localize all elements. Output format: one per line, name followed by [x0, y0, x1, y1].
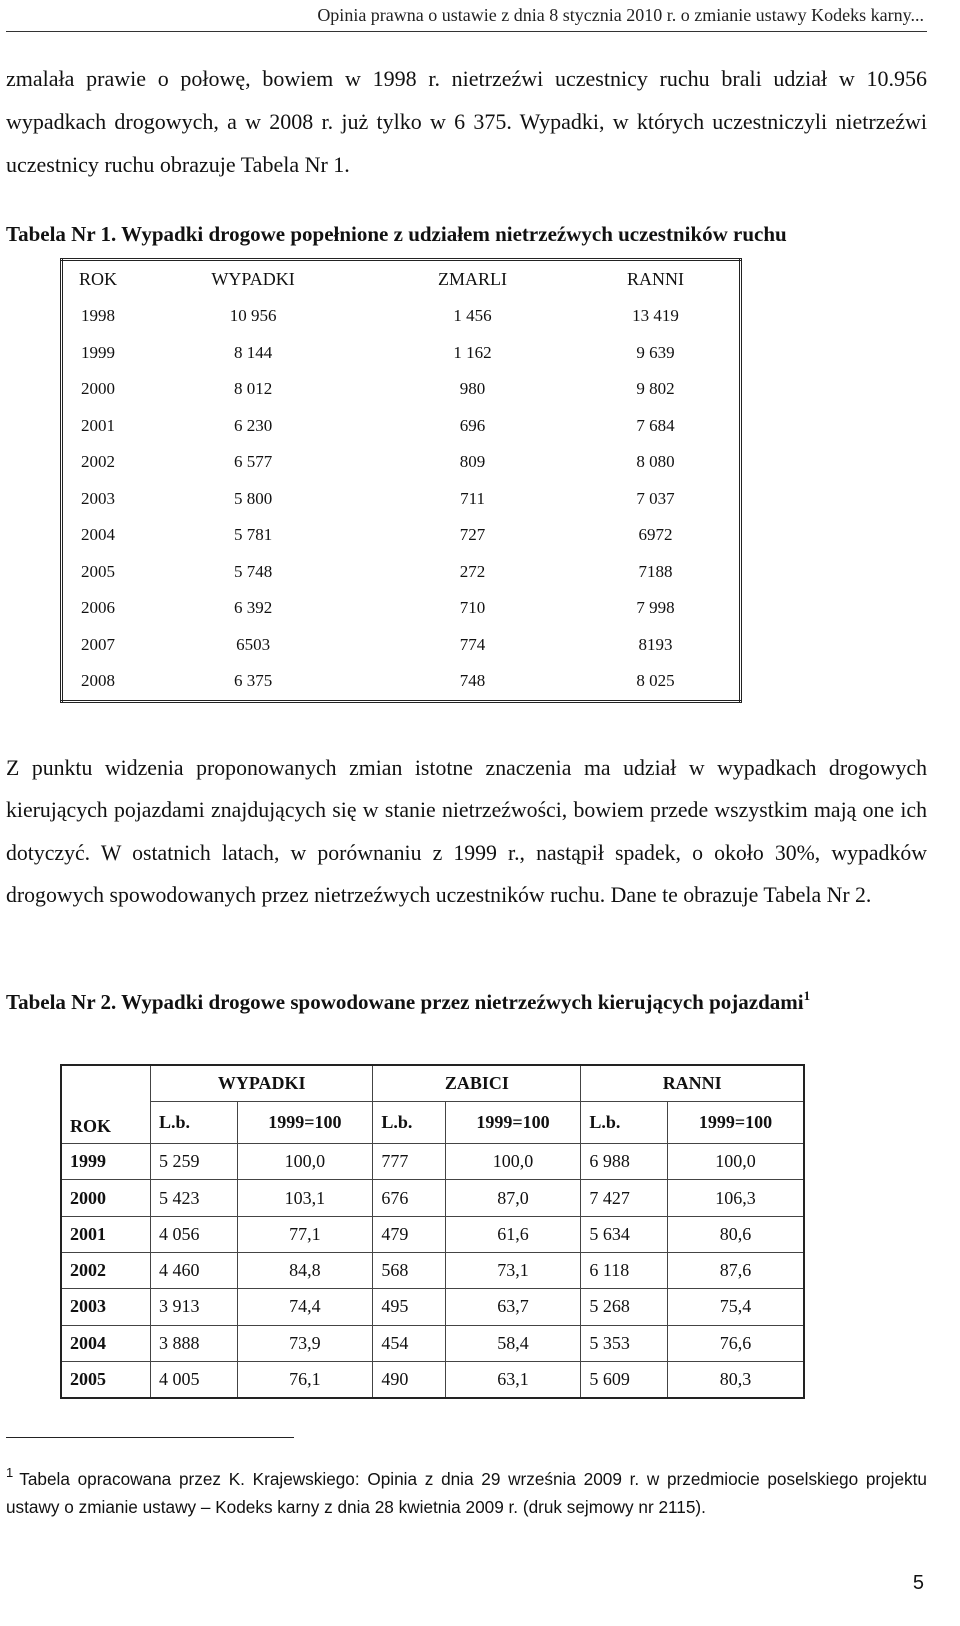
analysis-paragraph: Z punktu widzenia proponowanych zmian istotne znaczenia ma udział w wypadkach drogowych kierujących pojazdami znajdujących się w stanie nietrzeźwości, bowiem przede wszystkim mają one ich dotyczyć. W ostatnich latach, w porównaniu z 1999 r., nastąpił spadek, o około 30%, wypadków drogowych spowodowanych przez nietrzeźwych uczestników ruchu. Dane te obrazuje Tabela Nr 2. — [6, 756, 927, 907]
table2-cell-ranni-lb: 7 427 — [581, 1180, 668, 1216]
table2-cell-rok: 2001 — [61, 1216, 151, 1252]
table2-sub-lb-wypadki: L.b. — [151, 1102, 238, 1144]
table2-cell-zabici-lb: 676 — [373, 1180, 445, 1216]
table1-cell-rok: 2006 — [81, 598, 115, 618]
table1-row — [62, 408, 741, 445]
table2-cell-wypadki-index: 73,9 — [237, 1325, 373, 1361]
table1-cell-rok: 2007 — [81, 634, 115, 654]
table1-caption: Tabela Nr 1. Wypadki drogowe popełnione z udziałem nietrzeźwych uczestników ruchu — [6, 222, 787, 246]
table2-sub-index-ranni: 1999=100 — [667, 1102, 804, 1144]
table1-cell-wypadki: 5 748 — [233, 561, 273, 581]
table1-cell-rok: 2001 — [81, 415, 115, 435]
table1-row — [62, 663, 741, 701]
table1-cell-wypadki: 10 956 — [229, 306, 277, 326]
table2-row — [61, 1180, 804, 1216]
table2-cell-zabici-lb: 777 — [373, 1144, 445, 1180]
table1-cell-rok: 2008 — [81, 671, 115, 691]
table1-cell-wypadki: 5 800 — [233, 488, 273, 508]
table1-cell-rok: 2002 — [81, 452, 115, 472]
footnote-text: Tabela opracowana przez K. Krajewskiego: Opinia z dnia 29 września 2009 r. w przedmiocie poselskiego projektu ustawy o zmianie ustawy – Kodeks karny z dnia 28 kwietnia 2009 r. (druk sejmowy nr 2115). — [6, 1469, 927, 1517]
table1-cell-zmarli: 748 — [459, 671, 486, 691]
table2-cell-zabici-index: 87,0 — [445, 1180, 581, 1216]
table2-cell-ranni-lb: 5 353 — [581, 1325, 668, 1361]
table2-row — [61, 1325, 804, 1361]
table1-cell-ranni: 6972 — [638, 525, 673, 545]
table2-group-header-row — [61, 1065, 804, 1102]
table2-cell-zabici-lb: 495 — [373, 1289, 445, 1325]
table2-cell-ranni-index: 100,0 — [667, 1144, 804, 1180]
table1-cell-wypadki: 6 392 — [233, 598, 273, 618]
table2-sub-index-zabici: 1999=100 — [445, 1102, 581, 1144]
table2-cell-wypadki-lb: 5 259 — [151, 1144, 238, 1180]
table2-cell-zabici-index: 61,6 — [445, 1216, 581, 1252]
table2-row — [61, 1216, 804, 1252]
table1-row — [62, 298, 741, 335]
table2-caption-text: Tabela Nr 2. Wypadki drogowe spowodowane przez nietrzeźwych kierujących pojazdami — [6, 990, 804, 1014]
table1-cell-zmarli: 710 — [459, 598, 486, 618]
table2-caption — [6, 988, 936, 1016]
table2-cell-wypadki-lb: 4 056 — [151, 1216, 238, 1252]
table2-group-ranni: RANNI — [581, 1065, 804, 1102]
table2-cell-zabici-lb: 454 — [373, 1325, 445, 1361]
table2-cell-zabici-lb: 568 — [373, 1252, 445, 1288]
table2-footnote-ref: 1 — [803, 988, 811, 1003]
table1-cell-zmarli: 272 — [459, 561, 486, 581]
table2-subheader-row — [61, 1102, 804, 1144]
table1-cell-ranni: 7 998 — [636, 598, 675, 618]
page-number: 5 — [912, 1572, 924, 1594]
table1-row — [62, 444, 741, 481]
table1-cell-zmarli: 1 162 — [453, 342, 492, 362]
table1-cell-ranni: 9 639 — [636, 342, 675, 362]
table2-cell-wypadki-index: 76,1 — [237, 1361, 373, 1398]
intro-paragraph: zmalała prawie o połowę, bowiem w 1998 r. nietrzeźwi uczestnicy ruchu brali udział w 10.956 wypadkach drogowych, a w 2008 r. już tylko w 6 375. Wypadki, w których uczestniczyli nietrzeźwi uczestnicy ruchu obrazuje Tabela Nr 1. — [6, 66, 927, 177]
table2-cell-wypadki-lb: 4 460 — [151, 1252, 238, 1288]
header-divider — [6, 31, 927, 32]
table1-cell-ranni: 8193 — [638, 634, 673, 654]
table2-cell-wypadki-lb: 5 423 — [151, 1180, 238, 1216]
table1-cell-wypadki: 6 375 — [233, 671, 273, 691]
table1-header-wypadki: WYPADKI — [211, 269, 295, 289]
table1 — [60, 258, 742, 703]
table2-cell-rok: 2005 — [61, 1361, 151, 1398]
table1-cell-rok: 2000 — [81, 379, 115, 399]
table2-cell-zabici-index: 63,7 — [445, 1289, 581, 1325]
table2-cell-rok: 2004 — [61, 1325, 151, 1361]
table2-cell-zabici-index: 63,1 — [445, 1361, 581, 1398]
table2-sub-lb-ranni: L.b. — [581, 1102, 668, 1144]
table1-cell-wypadki: 5 781 — [233, 525, 273, 545]
table2-row — [61, 1289, 804, 1325]
table1-header-rok: ROK — [78, 269, 117, 289]
table2-row — [61, 1361, 804, 1398]
table1-header-ranni: RANNI — [626, 269, 684, 289]
table1-cell-wypadki: 8 012 — [233, 379, 273, 399]
table2-cell-rok: 2002 — [61, 1252, 151, 1288]
table1-cell-rok: 1998 — [81, 306, 115, 326]
table1-cell-ranni: 7 684 — [636, 415, 675, 435]
table2-cell-ranni-lb: 5 268 — [581, 1289, 668, 1325]
table2-cell-ranni-index: 80,6 — [667, 1216, 804, 1252]
table2-cell-ranni-lb: 6 118 — [581, 1252, 668, 1288]
table1-cell-wypadki: 6503 — [236, 634, 271, 654]
table2-cell-ranni-lb: 6 988 — [581, 1144, 668, 1180]
table1-row — [62, 481, 741, 518]
table2-cell-zabici-index: 100,0 — [445, 1144, 581, 1180]
table2 — [60, 1064, 805, 1399]
table1-cell-ranni: 9 802 — [636, 379, 675, 399]
table2-cell-rok: 1999 — [61, 1144, 151, 1180]
running-header: Opinia prawna o ustawie z dnia 8 stycznia 2010 r. o zmianie ustawy Kodeks karny... — [317, 5, 924, 25]
table2-cell-ranni-index: 106,3 — [667, 1180, 804, 1216]
table1-cell-wypadki: 6 230 — [233, 415, 273, 435]
table1-cell-ranni: 7 037 — [636, 488, 675, 508]
table1-cell-ranni: 7188 — [638, 561, 673, 581]
table1-cell-ranni: 8 025 — [636, 671, 675, 691]
table2-cell-wypadki-index: 100,0 — [237, 1144, 373, 1180]
table1-row — [62, 371, 741, 408]
table2-cell-rok: 2000 — [61, 1180, 151, 1216]
table2-group-wypadki: WYPADKI — [151, 1065, 373, 1102]
table2-cell-ranni-index: 76,6 — [667, 1325, 804, 1361]
table2-row — [61, 1144, 804, 1180]
table1-cell-zmarli: 696 — [459, 415, 486, 435]
table1-cell-rok: 2005 — [81, 561, 115, 581]
table1-cell-ranni: 13 419 — [632, 306, 679, 326]
table2-cell-wypadki-index: 84,8 — [237, 1252, 373, 1288]
table2-row — [61, 1252, 804, 1288]
table2-header-rok: ROK — [61, 1102, 151, 1144]
table1-row — [62, 627, 741, 664]
table2-corner-cell — [61, 1065, 151, 1102]
table2-sub-lb-zabici: L.b. — [373, 1102, 445, 1144]
table1-cell-zmarli: 774 — [459, 634, 486, 654]
footnote-marker: 1 — [6, 1465, 14, 1480]
table1-row — [62, 335, 741, 372]
table1-row — [62, 590, 741, 627]
table1-header-row — [62, 260, 741, 299]
table2-cell-wypadki-index: 74,4 — [237, 1289, 373, 1325]
table1-cell-zmarli: 727 — [459, 525, 486, 545]
table1-cell-rok: 2003 — [81, 488, 115, 508]
table1-header-zmarli: ZMARLI — [438, 269, 508, 289]
table2-cell-zabici-lb: 479 — [373, 1216, 445, 1252]
table2-cell-ranni-lb: 5 634 — [581, 1216, 668, 1252]
table1-cell-rok: 2004 — [81, 525, 115, 545]
table2-cell-rok: 2003 — [61, 1289, 151, 1325]
table2-cell-ranni-index: 80,3 — [667, 1361, 804, 1398]
table2-cell-ranni-index: 75,4 — [667, 1289, 804, 1325]
table2-cell-zabici-lb: 490 — [373, 1361, 445, 1398]
table2-cell-wypadki-lb: 3 888 — [151, 1325, 238, 1361]
table2-cell-wypadki-index: 103,1 — [237, 1180, 373, 1216]
table2-cell-wypadki-lb: 3 913 — [151, 1289, 238, 1325]
footnote-divider — [6, 1437, 294, 1438]
table2-cell-ranni-lb: 5 609 — [581, 1361, 668, 1398]
table2-cell-ranni-index: 87,6 — [667, 1252, 804, 1288]
table1-cell-zmarli: 809 — [459, 452, 486, 472]
table1-cell-zmarli: 711 — [460, 488, 485, 508]
table1-cell-wypadki: 6 577 — [233, 452, 273, 472]
table1-cell-ranni: 8 080 — [636, 452, 675, 472]
table2-cell-wypadki-lb: 4 005 — [151, 1361, 238, 1398]
table2-cell-wypadki-index: 77,1 — [237, 1216, 373, 1252]
footnote — [6, 1466, 927, 1521]
table1-cell-zmarli: 980 — [459, 379, 486, 399]
table2-group-zabici: ZABICI — [373, 1065, 581, 1102]
table1-row — [62, 554, 741, 591]
table2-cell-zabici-index: 73,1 — [445, 1252, 581, 1288]
table1-cell-rok: 1999 — [81, 342, 115, 362]
table1-row — [62, 517, 741, 554]
table1-cell-wypadki: 8 144 — [233, 342, 273, 362]
table1-cell-zmarli: 1 456 — [453, 306, 492, 326]
table2-sub-index-wypadki: 1999=100 — [237, 1102, 373, 1144]
table2-cell-zabici-index: 58,4 — [445, 1325, 581, 1361]
